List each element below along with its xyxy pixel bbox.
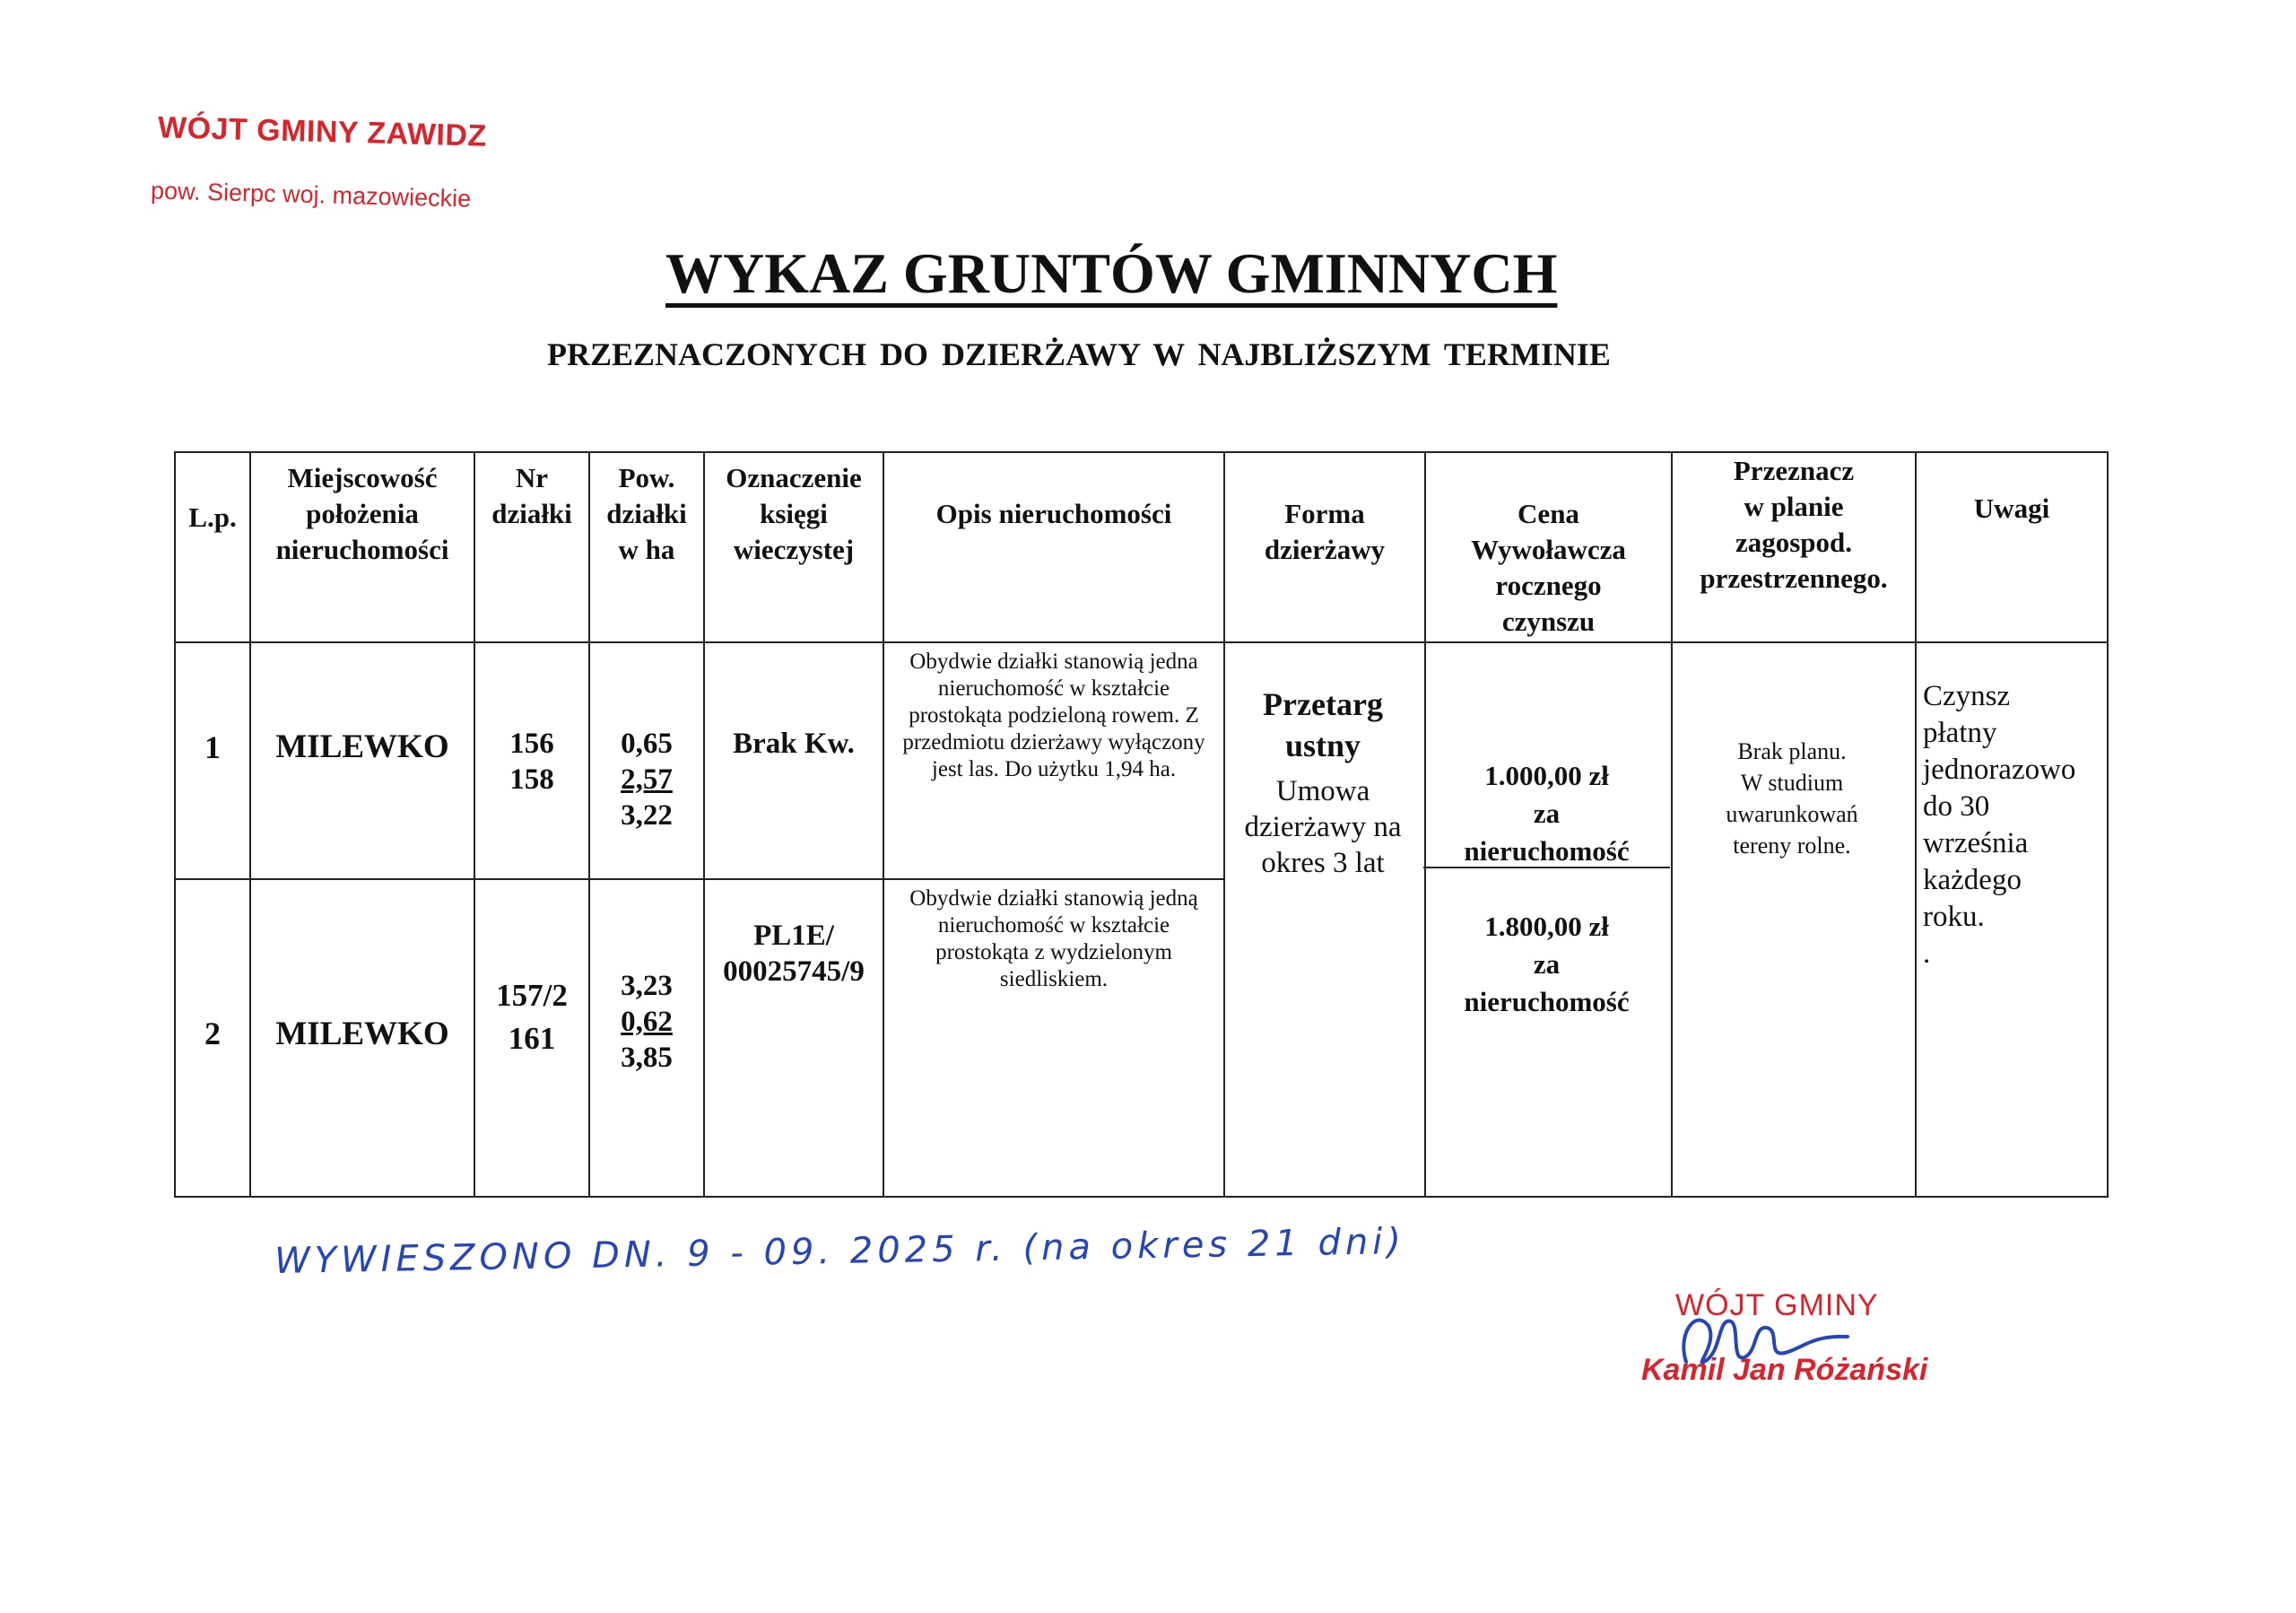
- zoning-plan-info: Brak planu. W studium uwarunkowań tereny rolne.: [1726, 738, 1858, 859]
- payment-notes: Czynsz płatny jednorazowo do 30 września każdego roku. .: [1923, 680, 2076, 970]
- row-2-price-cell: [1425, 879, 1672, 1197]
- header-description: Opis nieruchomości: [883, 452, 1224, 642]
- shared-zoning-cell-lower: [1672, 879, 1916, 1197]
- row-2-land-register: PL1E/ 00025745/9: [704, 879, 883, 1197]
- document-title: WYKAZ GRUNTÓW GMINNYCH: [665, 241, 1558, 305]
- shared-lease-form-cell: [1224, 642, 1425, 879]
- land-lease-table: [174, 451, 2109, 1198]
- row-2-plot-areas: 3,23 0,62 3,85: [589, 879, 704, 1197]
- document-subtitle: PRZEZNACZONYCH DO DZIERŻAWY W NAJBLIŻSZYM TERMINIE: [547, 336, 1611, 372]
- row-1-price-cell: [1425, 642, 1672, 879]
- row-1-plot-areas: 0,65 2,57 3,22: [589, 642, 704, 879]
- shared-notes-cell-lower: [1916, 879, 2108, 1197]
- header-lp: L.p.: [175, 452, 250, 642]
- row-2-plot-numbers: 157/2 161: [474, 879, 589, 1197]
- header-land-register: Oznaczenie księgi wieczystej: [704, 452, 883, 642]
- header-plot-number: Nr działki: [474, 452, 589, 642]
- row-1-price: 1.000,00 zł za nieruchomość: [1464, 760, 1630, 867]
- stamp-office-address: pow. Sierpc woj. mazowieckie: [150, 177, 472, 213]
- handwritten-posting-note: WYWIESZONO DN. 9 - 09. 2025 r. (na okres 21 dni): [274, 1220, 1406, 1283]
- lease-form-type: Przetarg ustny: [1263, 686, 1383, 763]
- row-2-place: MILEWKO: [250, 879, 474, 1197]
- table-row: [175, 642, 2108, 879]
- row-2-description: Obydwie działki stanowią jedną nieruchomość w kształcie prostokąta z wydzielonym siedliskiem.: [883, 879, 1224, 1197]
- shared-lease-form-cell-lower: [1224, 879, 1425, 1197]
- header-notes: Uwagi: [1916, 452, 2108, 642]
- header-row: [175, 452, 2108, 642]
- row-1-land-register: Brak Kw.: [704, 642, 883, 879]
- shared-zoning-cell: [1672, 642, 1916, 879]
- header-zoning-plan: Przeznacz w planie zagospod. przestrzennego.: [1672, 452, 1916, 642]
- handwritten-signature-icon: [1668, 1299, 1866, 1380]
- header-plot-area: Pow. działki w ha: [589, 452, 704, 642]
- row-2-price: 1.800,00 zł za nieruchomość: [1464, 911, 1630, 1017]
- row-1-description: Obydwie działki stanowią jedna nieruchomość w kształcie prostokąta podzieloną rowem. Z przedmiotu dzierżawy wyłączony jest las. Do użytku 1,94 ha.: [883, 642, 1224, 879]
- signature-stamp-title: WÓJT GMINY: [1675, 1288, 1879, 1322]
- stamp-office-name: WÓJT GMINY ZAWIDZ: [157, 110, 488, 153]
- row-1-plot-numbers: 156 158: [474, 642, 589, 879]
- header-starting-price: Cena Wywoławcza rocznego czynszu: [1425, 452, 1672, 642]
- header-place: Miejscowość położenia nieruchomości: [250, 452, 474, 642]
- row-1-place: MILEWKO: [250, 642, 474, 879]
- row-1-lp: 1: [175, 642, 250, 879]
- signature-stamp-name: Kamil Jan Różański: [1641, 1353, 1928, 1387]
- lease-form-contract: Umowa dzierżawy na okres 3 lat: [1244, 775, 1402, 879]
- shared-notes-cell: [1916, 642, 2108, 879]
- row-2-lp: 2: [175, 879, 250, 1197]
- table-row: [175, 879, 2108, 1197]
- header-lease-form: Forma dzierżawy: [1224, 452, 1425, 642]
